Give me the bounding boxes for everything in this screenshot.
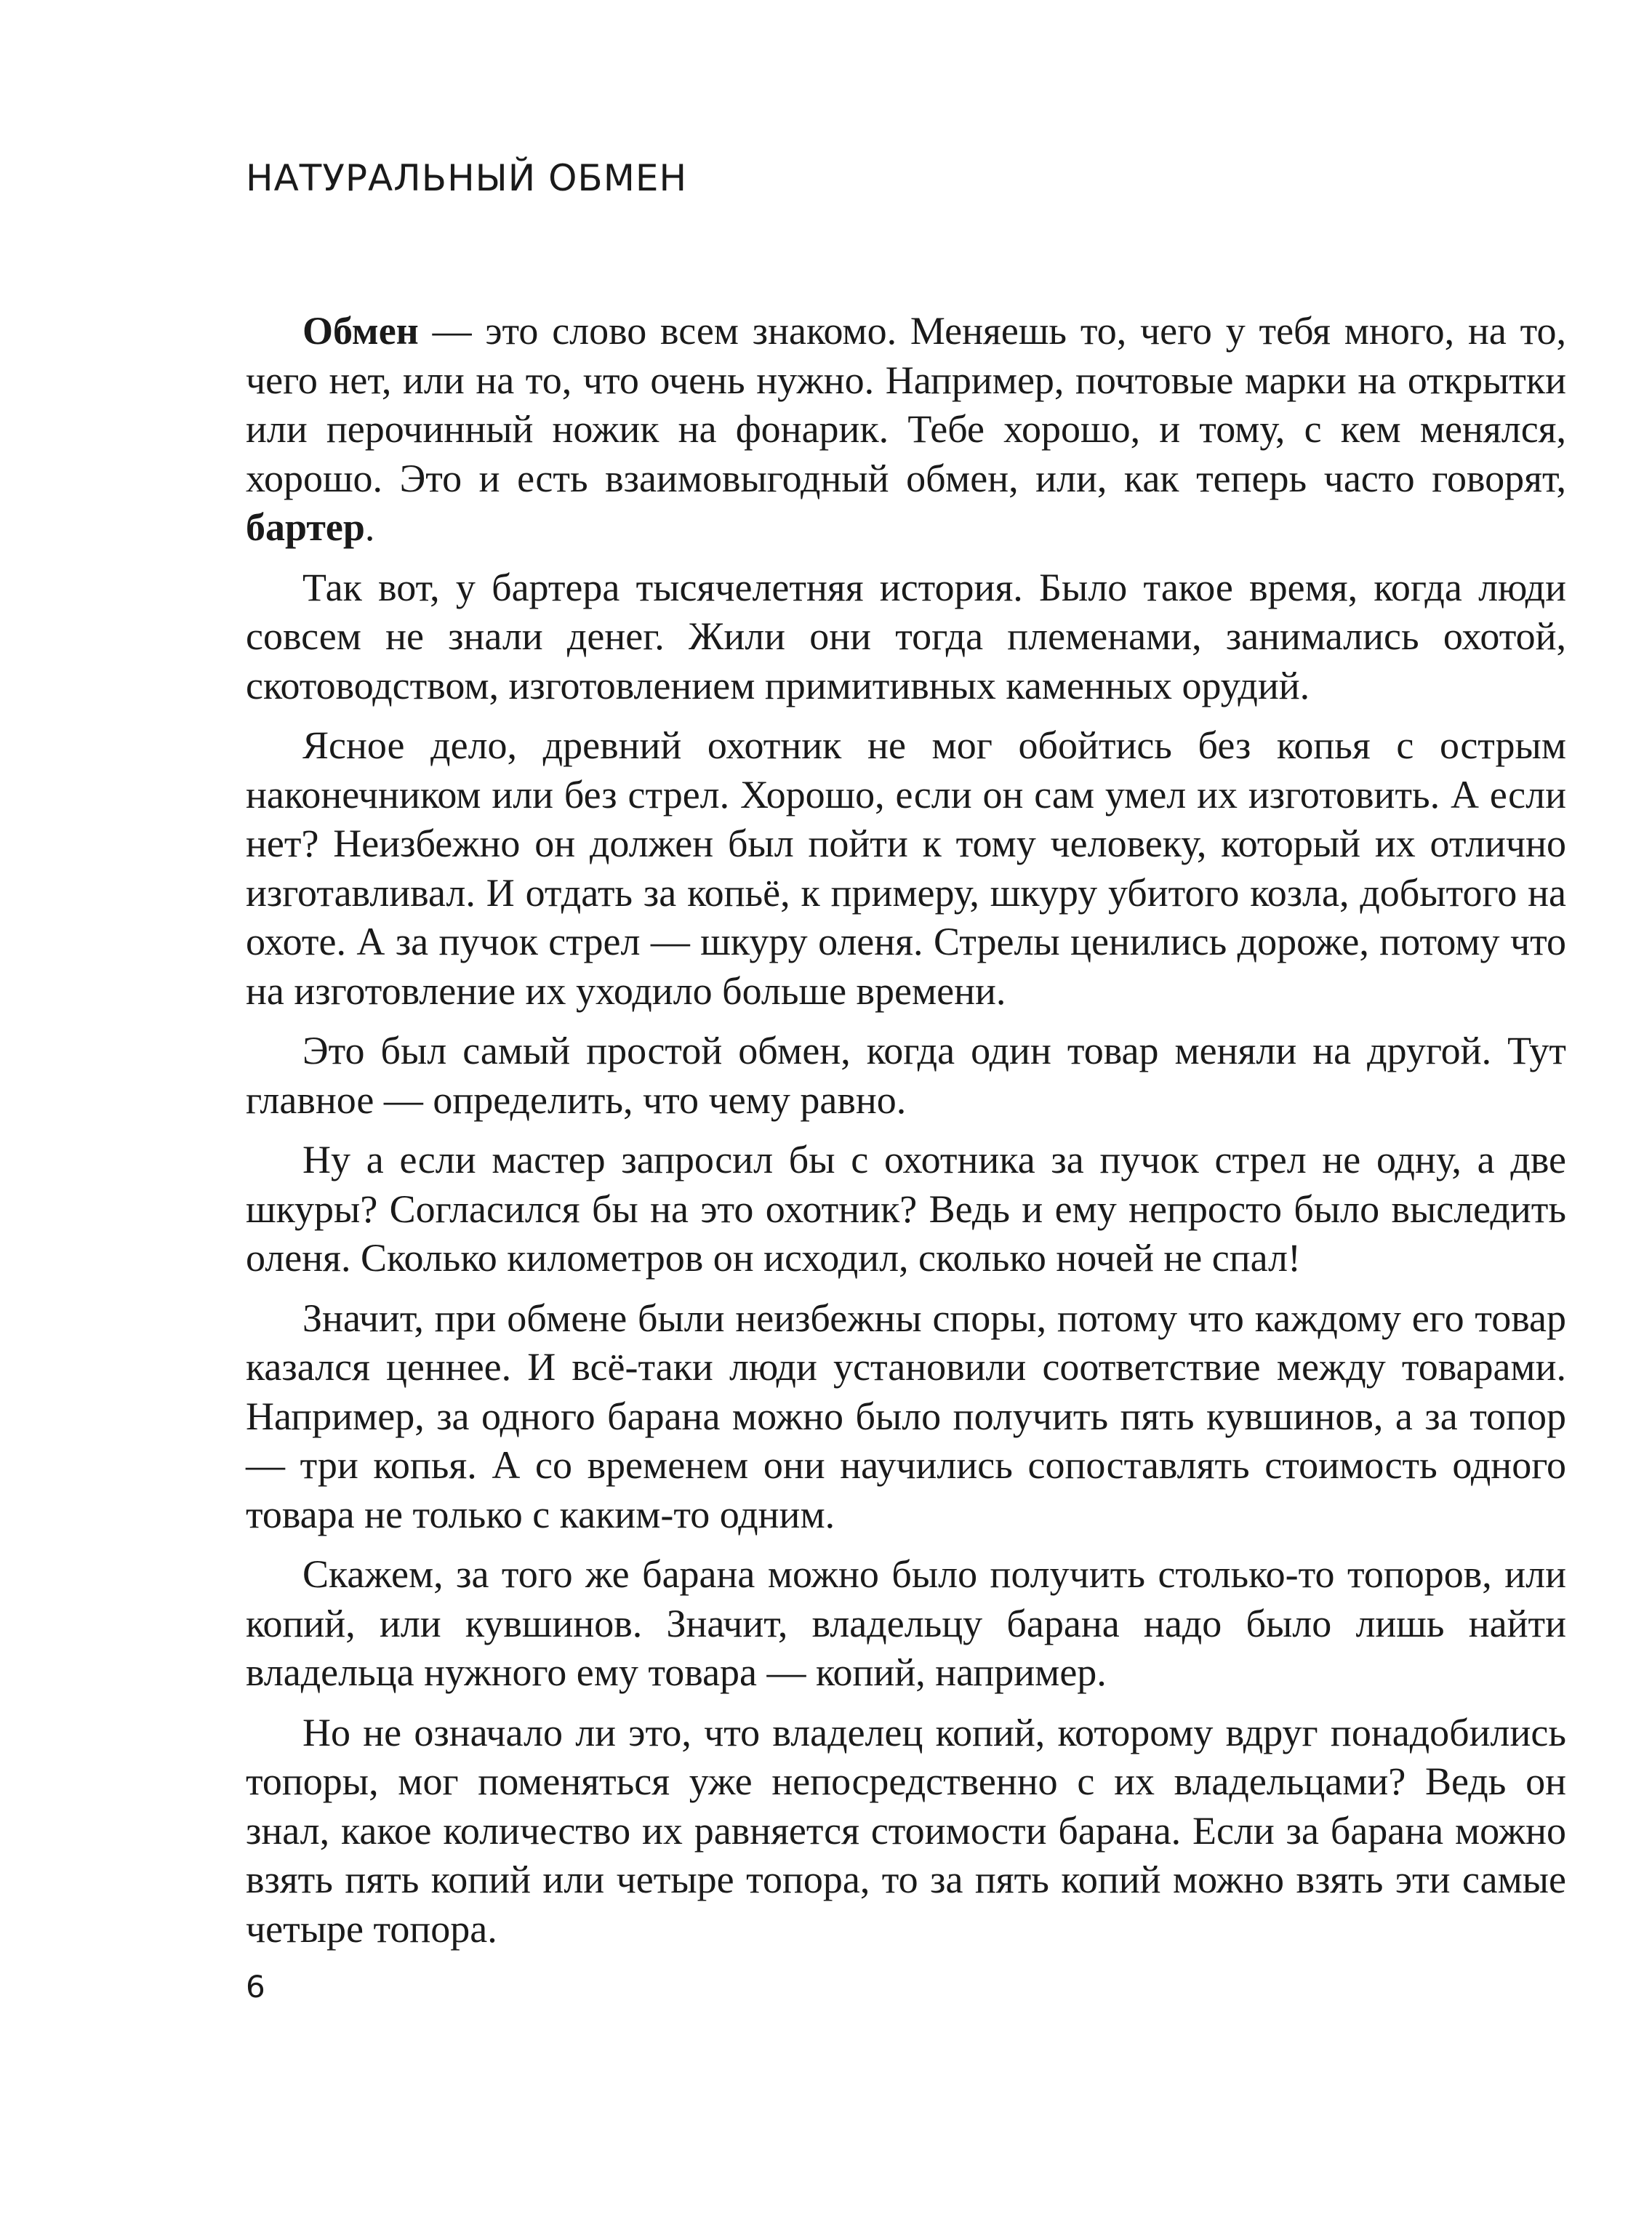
paragraph-1-end: .	[364, 505, 375, 549]
paragraph-1-text: — это слово всем знакомо. Меняешь то, чего у тебя много, на то, чего нет, или на то, что очень нужно. Например, почтовые марки на открытки или перочинный ножик на фонарик. Тебе хорошо, и тому, с кем менялся, хорошо. Это и есть взаимовыгодный обмен, или, как теперь часто говорят,	[246, 309, 1566, 500]
paragraph-1	[246, 307, 1566, 553]
chapter-title: НАТУРАЛЬНЫЙ ОБМЕН	[246, 157, 688, 199]
paragraph-8: Но не означало ли это, что владелец копий, которому вдруг понадобились топоры, мог поменяться уже непосредственно с их владельцами? Ведь он знал, какое количество их равняется стоимости барана. Если за барана можно взять пять копий или четыре топора, то за пять копий можно взять эти самые четыре топора.	[246, 1710, 1566, 1951]
paragraph-6: Значит, при обмене были неизбежны споры, потому что каждому его товар казался ценнее. И всё-таки люди установили соответствие между товарами. Например, за одного барана можно было получить пять кувшинов, а за топор — три копья. А со временем они научились сопоставлять стоимость одного товара не только с каким-то одним.	[246, 1296, 1566, 1536]
paragraph-7: Скажем, за того же барана можно было получить столько-то топоров, или копий, или кувшинов. Значит, владельцу барана надо было лишь найти владельца нужного ему товара — копий, например.	[246, 1552, 1566, 1694]
paragraph-4: Это был самый простой обмен, когда один товар меняли на другой. Тут главное — определить, что чему равно.	[246, 1029, 1566, 1122]
term-exchange: Обмен	[302, 309, 419, 353]
page-number: 6	[246, 1969, 265, 2005]
paragraph-5: Ну а если мастер запросил бы с охотника за пучок стрел не одну, а две шкуры? Согласился бы на это охотник? Ведь и ему непросто было выследить оленя. Сколько километров он исходил, сколько ночей не спал!	[246, 1138, 1566, 1280]
paragraph-2: Так вот, у бартера тысячелетняя история. Было такое время, когда люди совсем не знали денег. Жили они тогда племенами, занимались охотой, скотоводством, изготовлением примитивных каменных орудий.	[246, 565, 1566, 707]
paragraph-3: Ясное дело, древний охотник не мог обойтись без копья с острым наконечником или без стрел. Хорошо, если он сам умел их изготовить. А если нет? Неизбежно он должен был пойти к тому человеку, который их отлично изготавливал. И отдать за копьё, к примеру, шкуру убитого козла, добытого на охоте. А за пучок стрел — шкуру оленя. Стрелы ценились дороже, потому что на изготовление их уходило больше времени.	[246, 723, 1566, 1013]
body-text	[246, 307, 1566, 1965]
term-barter: бартер	[246, 505, 365, 549]
